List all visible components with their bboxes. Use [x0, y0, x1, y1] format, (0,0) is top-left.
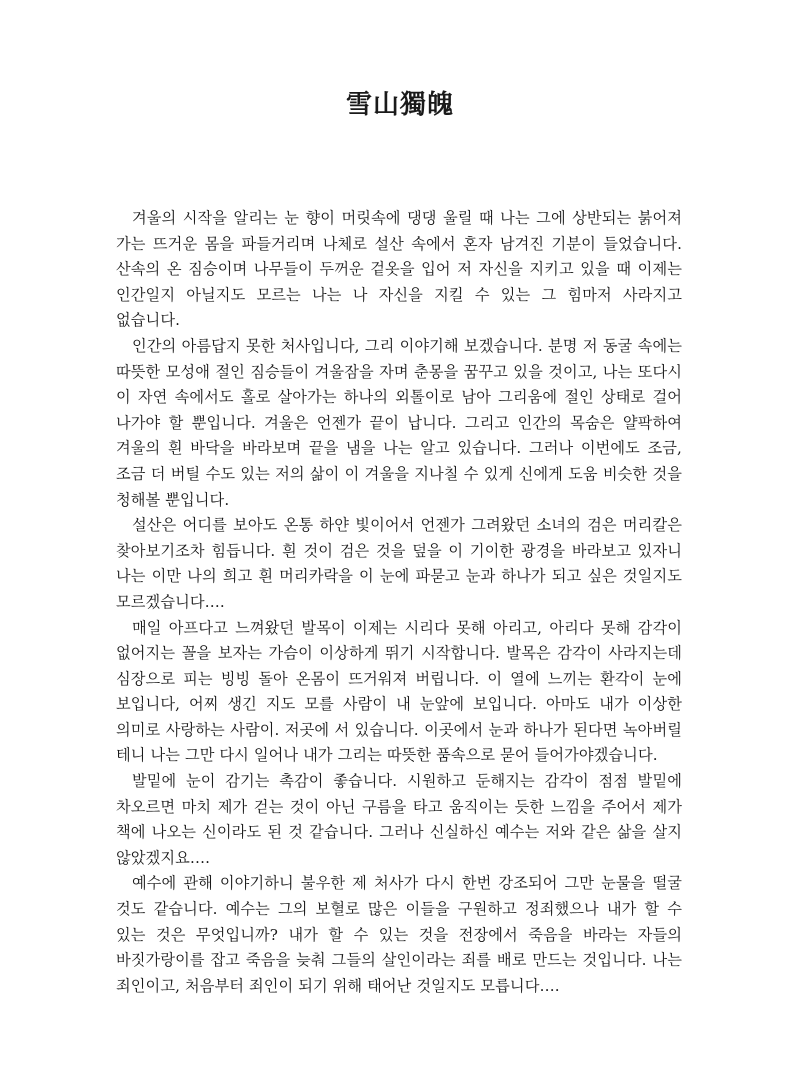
paragraph-1: 겨울의 시작을 알리는 눈 향이 머릿속에 댕댕 울릴 때 나는 그에 상반되는 붉어져 가는 뜨거운 몸을 파들거리며 나체로 설산 속에서 혼자 남겨진 기분이 들었습니다. 산속의 온 짐승이며 나무들이 두꺼운 겉옷을 입어 저 자신을 지키고 있을 때 이제는 인간일지 아닐지도 모르는 나는 나 자신을 지킬 수 있는 그 힘마저 사라지고 없습니다. — [116, 209, 682, 330]
document-body — [116, 206, 682, 999]
paragraph-3: 설산은 어디를 보아도 온통 하얀 빛이어서 언젠가 그려왔던 소녀의 검은 머리칼은 찾아보기조차 힘듭니다. 흰 것이 검은 것을 덮을 이 기이한 광경을 바라보고 있자니 나는 이만 나의 희고 흰 머리카락을 이 눈에 파묻고 눈과 하나가 되고 싶은 것일지도 모르겠습니다…. — [116, 516, 682, 611]
paragraph-2: 인간의 아름답지 못한 처사입니다, 그리 이야기해 보겠습니다. 분명 저 동굴 속에는 따뜻한 모성애 절인 짐승들이 겨울잠을 자며 춘몽을 꿈꾸고 있을 것이고, 나는 또다시 이 자연 속에서도 홀로 살아가는 하나의 외톨이로 남아 그리움에 절인 상태로 걸어 나가야 할 뿐입니다. 겨울은 언젠가 끝이 납니다. 그리고 인간의 목숨은 얄팍하여 겨울의 흰 바닥을 바라보며 끝을 냄을 나는 알고 있습니다. 그러나 이번에도 조금, 조금 더 버틸 수도 있는 저의 삶이 이 겨울을 지나칠 수 있게 신에게 도움 비슷한 것을 청해볼 뿐입니다. — [116, 336, 682, 509]
paragraph-6: 예수에 관해 이야기하니 불우한 제 처사가 다시 한번 강조되어 그만 눈물을 떨굴 것도 같습니다. 예수는 그의 보혈로 많은 이들을 구원하고 정죄했으나 내가 할 수 있는 것은 무엇입니까? 내가 할 수 있는 것을 전장에서 죽음을 바라는 자들의 바짓가랑이를 잡고 죽음을 늦춰 그들의 살인이라는 죄를 배로 만드는 것입니다. 나는 죄인이고, 처음부터 죄인이 되기 위해 태어난 것일지도 모릅니다…. — [116, 874, 682, 995]
paragraph-4: 매일 아프다고 느껴왔던 발목이 이제는 시리다 못해 아리고, 아리다 못해 감각이 없어지는 꼴을 보자는 가슴이 이상하게 뛰기 시작합니다. 발목은 감각이 사라지는데 심장으로 피는 빙빙 돌아 온몸이 뜨거워져 버립니다. 이 열에 느끼는 환각이 눈에 보입니다, 어찌 생긴 지도 모를 사람이 내 눈앞에 보입니다. 아마도 내가 이상한 의미로 사랑하는 사람이. 저곳에 서 있습니다. 이곳에서 눈과 하나가 된다면 녹아버릴 테니 나는 그만 다시 일어나 내가 그리는 따뜻한 품속으로 묻어 들어가야겠습니다. — [116, 618, 682, 765]
paragraph-5: 발밑에 눈이 감기는 촉감이 좋습니다. 시원하고 둔해지는 감각이 점점 발밑에 차오르면 마치 제가 걷는 것이 아닌 구름을 타고 움직이는 듯한 느낌을 주어서 제가 책에 나오는 신이라도 된 것 같습니다. 그러나 신실하신 예수는 저와 같은 삶을 살지 않았겠지요…. — [116, 772, 682, 867]
document-title: 雪山獨魄 — [345, 90, 454, 120]
